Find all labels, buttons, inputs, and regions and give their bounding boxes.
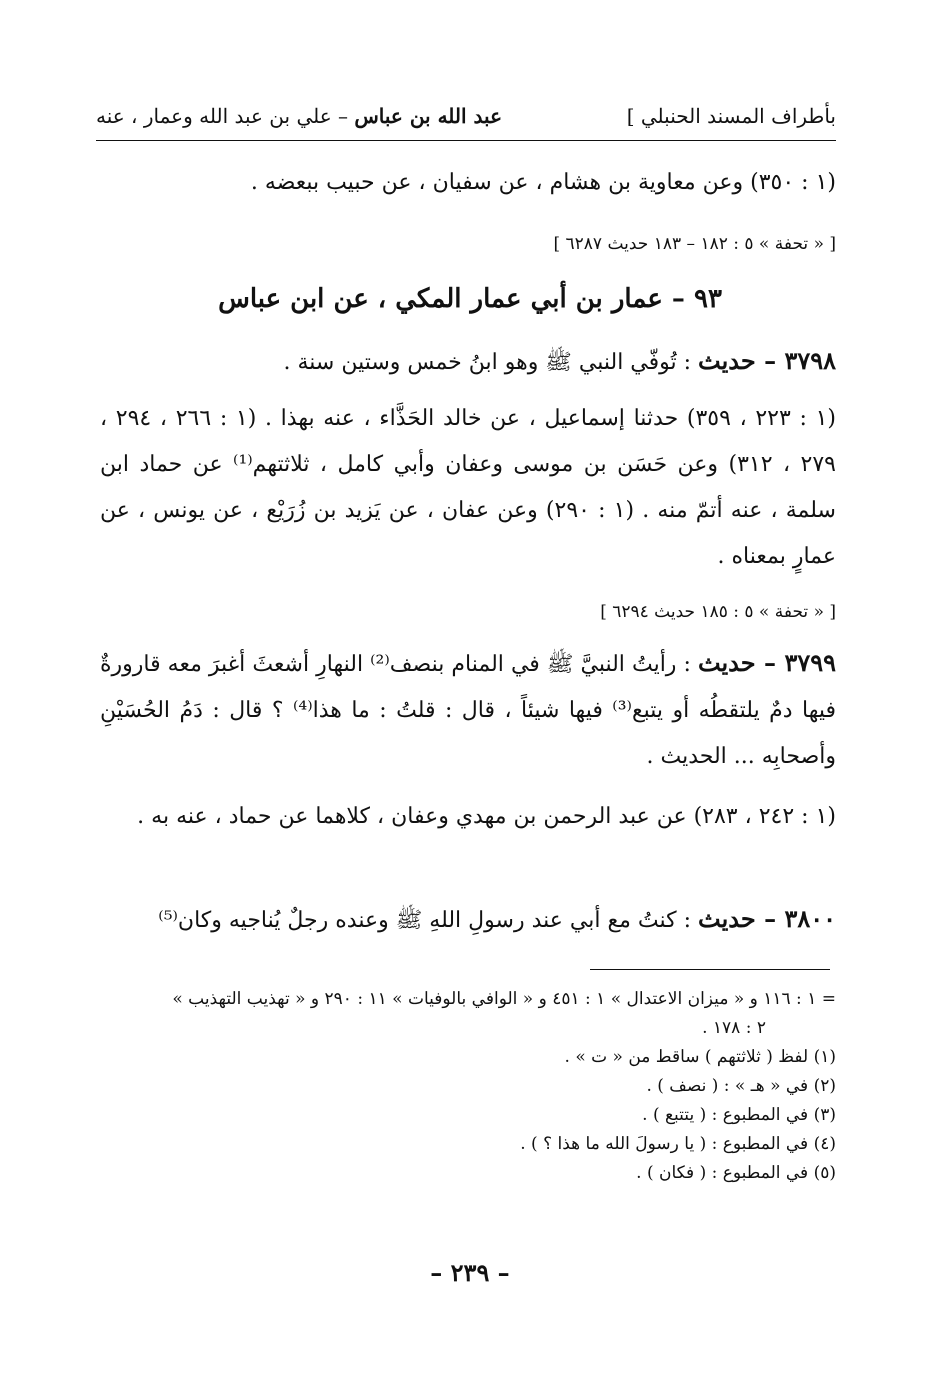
footnote-continued-1: = ١ : ١١٦ و « ميزان الاعتدال » ١ : ٤٥١ و « الوافي بالوفيات » ١١ : ٢٩٠ و « تهذيب التهذيب »: [172, 989, 836, 1009]
footnotes: [100, 985, 836, 1188]
hadith-3800: [100, 896, 836, 944]
footnote-1: (١) لفظ ( ثلاثتهم ) ساقط من « ت » .: [564, 1047, 836, 1067]
hadith-3798-text: : تُوفّي النبي ﷺ وهو ابنُ خمس وستين سنة .: [283, 350, 699, 375]
isnad-paragraph-1: (١ : ٢٢٣ ، ٣٥٩) حدثنا إسماعيل ، عن خالد الحَذَّاء ، عنه بهذا . (١ : ٢٦٦ ، ٢٩٤ ، ٢٧٩ ، ٣١٢) وعن حَسَن بن موسى وعفان وأبي كامل ، ثلاثتهم⁽¹⁾ عن حماد ابن سلمة ، عنه أتمّ منه . (١ : ٢٩٠) وعن عفان ، عن يَزيد بن زُرَيْع ، عن يونس ، عن عمارٍ بمعناه .: [100, 406, 836, 569]
footnote-separator: [590, 969, 830, 970]
footnote-2: (٢) في « هـ » : ( نصف ) .: [646, 1076, 836, 1096]
tuhfa-ref-2: [ « تحفة » ٥ : ١٨٥ حديث ٦٢٩٤ ]: [600, 602, 836, 622]
line-350: (١ : ٣٥٠) وعن معاوية بن هشام ، عن سفيان ، عن حبيب ببعضه .: [250, 170, 836, 195]
hadith-3800-number: ٣٨٠٠ – حديث: [698, 904, 836, 933]
footnote-3: (٣) في المطبوع : ( يتتبع ) .: [642, 1105, 836, 1125]
hadith-3798: [100, 338, 836, 386]
hadith-3798-number: ٣٧٩٨ – حديث: [698, 346, 836, 375]
hadith-3800-text: : كنتُ مع أبي عند رسولِ اللهِ ﷺ وعنده رجلٌ يُناجيه وكان⁽⁵⁾: [158, 908, 699, 933]
isnad-paragraph-2: (١ : ٢٤٢ ، ٢٨٣) عن عبد الرحمن بن مهدي وعفان ، كلاهما عن حماد ، عنه به .: [137, 804, 836, 829]
hadith-3799-text: : رأيتُ النبيَّ ﷺ في المنام بنصف⁽²⁾ النهارِ أشعثَ أغبرَ معه قارورةٌ فيها دمٌ يلتقطُه أو يتبع⁽³⁾ فيها شيئاً ، قال : قلتُ : ما هذا⁽⁴⁾ ؟ قال : دَمُ الحُسَيْنِ وأصحابِه ... الحديث .: [100, 652, 837, 769]
header-book-title: بأطراف المسند الحنبلي ]: [626, 104, 836, 128]
hadith-3799: [100, 640, 836, 780]
header-section-bold: عبد الله بن عباس: [354, 104, 503, 128]
footnote-continued-2: ٢ : ١٧٨ .: [702, 1018, 766, 1038]
page-number: – ٢٣٩ –: [430, 1258, 510, 1287]
hadith-3799-number: ٣٧٩٩ – حديث: [697, 648, 836, 677]
tuhfa-ref-1: [ « تحفة » ٥ : ١٨٢ – ١٨٣ حديث ٦٢٨٧ ]: [553, 234, 836, 254]
running-header: [96, 104, 836, 141]
header-section: [96, 104, 502, 128]
header-section-rest: – علي بن عبد الله وعمار ، عنه: [96, 104, 355, 128]
footnote-5: (٥) في المطبوع : ( فكان ) .: [636, 1163, 836, 1183]
section-title: ٩٣ – عمار بن أبي عمار المكي ، عن ابن عباس: [218, 284, 722, 314]
footnote-4: (٤) في المطبوع : ( يا رسولَ الله ما هذا ؟ ) .: [520, 1134, 836, 1154]
